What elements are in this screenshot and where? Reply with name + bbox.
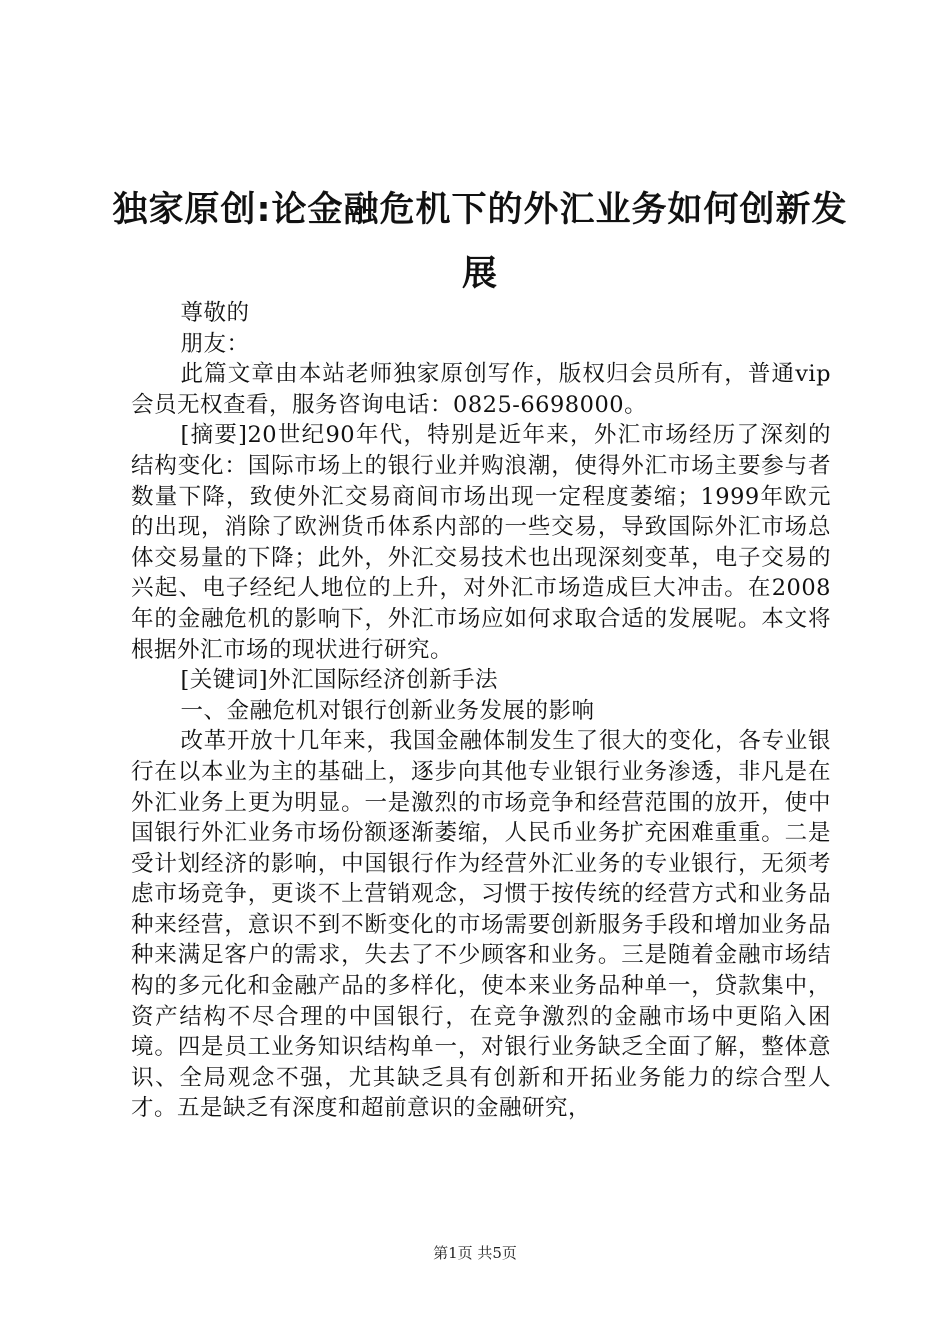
copyright-notice: 此篇文章由本站老师独家原创写作，版权归会员所有，普通vip会员无权查看，服务咨询电话：0825-6698000。 [131, 361, 831, 418]
page-number-footer: 第1页 共5页 [433, 1244, 517, 1262]
keywords-paragraph: [关键词]外汇国际经济创新手法 [180, 667, 499, 694]
document-title: 独家原创:论金融危机下的外汇业务如何创新发展 [112, 190, 848, 294]
abstract-paragraph: [摘要]20世纪90年代，特别是近年来，外汇市场经历了深刻的结构变化：国际市场上的银行业并购浪潮，使得外汇市场主要参与者数量下降，致使外汇交易商间市场出现一定程度萎缩；1999年欧元的出现，消除了欧洲货币体系内部的一些交易，导致国际外汇市场总体交易量的下降；此外，外汇交易技术也出现深刻变革，电子交易的兴起、电子经纪人地位的上升，对外汇市场造成巨大冲击。在2008年的金融危机的影响下，外汇市场应如何求取合适的发展呢。本文将根据外汇市场的现状进行研究。 [131, 422, 831, 663]
section-heading-1: 一、金融危机对银行创新业务发展的影响 [180, 697, 595, 724]
body-paragraph: 改革开放十几年来，我国金融体制发生了很大的变化，各专业银行在以本业为主的基础上，逐步向其他专业银行业务渗透，非凡是在外汇业务上更为明显。一是激烈的市场竞争和经营范围的放开，使中国银行外汇业务市场份额逐渐萎缩，人民币业务扩充困难重重。二是受计划经济的影响，中国银行作为经营外汇业务的专业银行，无须考虑市场竞争，更谈不上营销观念，习惯于按传统的经营方式和业务品种来经营，意识不到不断变化的市场需要创新服务手段和增加业务品种来满足客户的需求，失去了不少顾客和业务。三是随着金融市场结构的多元化和金融产品的多样化，使本来业务品种单一，贷款集中，资产结构不尽合理的中国银行，在竞争激烈的金融市场中更陷入困境。四是员工业务知识结构单一，对银行业务缺乏全面了解，整体意识、全局观念不强，尤其缺乏具有创新和开拓业务能力的综合型人才。五是缺乏有深度和超前意识的金融研究， [131, 728, 831, 1122]
salutation-line-2: 朋友： [180, 330, 250, 357]
document-body [131, 298, 831, 1124]
salutation-line-1: 尊敬的 [180, 300, 250, 326]
